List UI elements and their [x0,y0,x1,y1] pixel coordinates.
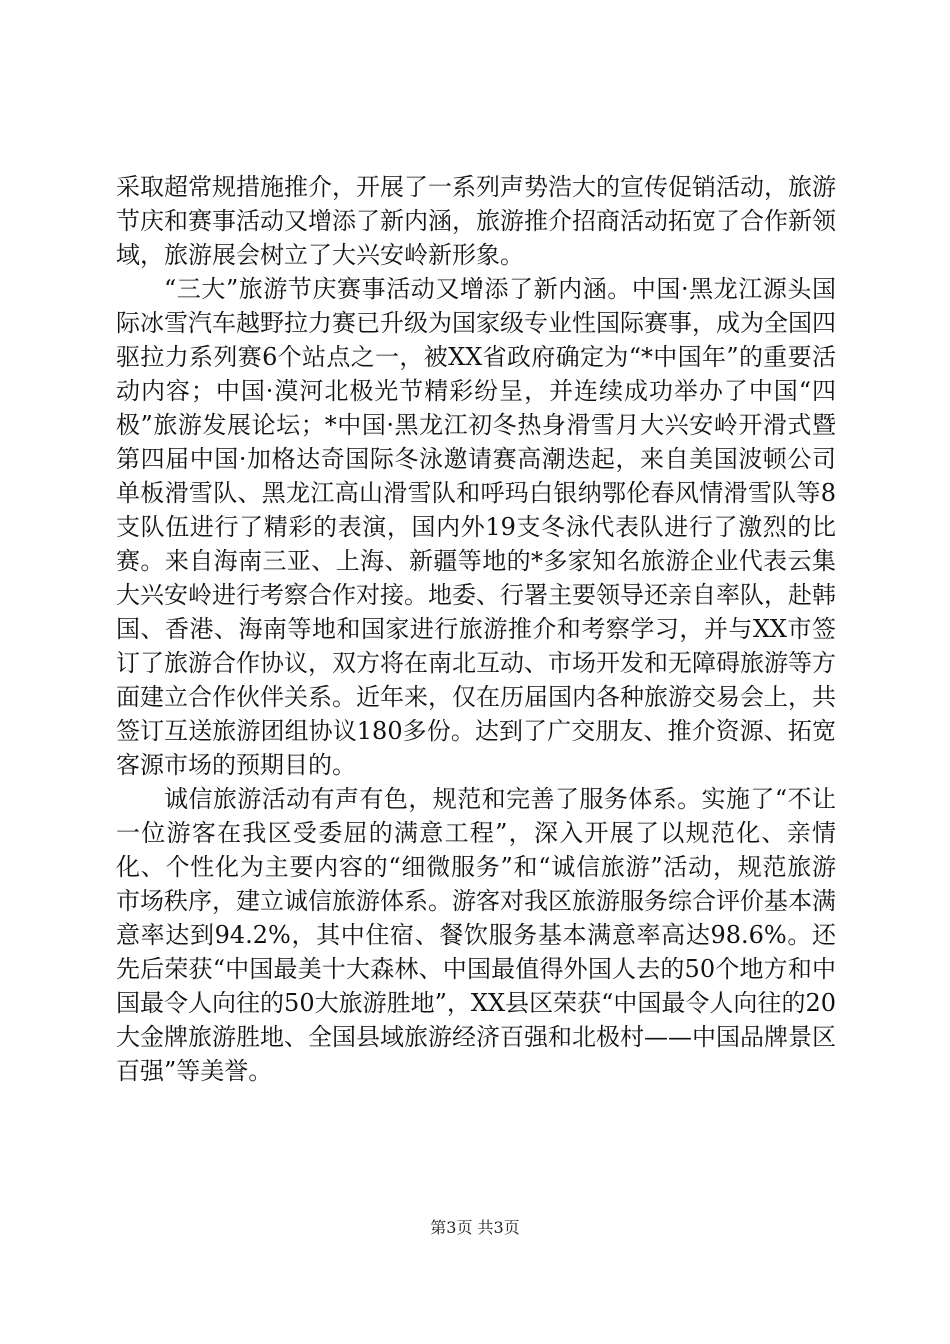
paragraph-1: 采取超常规措施推介，开展了一系列声势浩大的宣传促销活动，旅游节庆和赛事活动又增添了新内涵，旅游推介招商活动拓宽了合作新领域，旅游展会树立了大兴安岭新形象。 [116,173,836,269]
page-footer: 第3页 共3页 [430,1218,520,1237]
paragraph-2: “三大”旅游节庆赛事活动又增添了新内涵。中国·黑龙江源头国际冰雪汽车越野拉力赛已升级为国家级专业性国际赛事，成为全国四驱拉力系列赛6个站点之一，被XX省政府确定为“*中国年”的重要活动内容；中国·漠河北极光节精彩纷呈，并连续成功举办了中国“四极”旅游发展论坛；*中国·黑龙江初冬热身滑雪月大兴安岭开滑式暨第四届中国·加格达奇国际冬泳邀请赛高潮迭起，来自美国波顿公司单板滑雪队、黑龙江高山滑雪队和呼玛白银纳鄂伦春风情滑雪队等8支队伍进行了精彩的表演，国内外19支冬泳代表队进行了激烈的比赛。来自海南三亚、上海、新疆等地的*多家知名旅游企业代表云集大兴安岭进行考察合作对接。地委、行署主要领导还亲自率队，赴韩国、香港、海南等地和国家进行旅游推介和考察学习，并与XX市签订了旅游合作协议，双方将在南北互动、市场开发和无障碍旅游等方面建立合作伙伴关系。近年来，仅在历届国内各种旅游交易会上，共签订互送旅游团组协议180多份。达到了广交朋友、推介资源、拓宽客源市场的预期目的。 [116,275,836,779]
paragraph-3: 诚信旅游活动有声有色，规范和完善了服务体系。实施了“不让一位游客在我区受委屈的满意工程”，深入开展了以规范化、亲情化、个性化为主要内容的“细微服务”和“诚信旅游”活动，规范旅游市场秩序，建立诚信旅游体系。游客对我区旅游服务综合评价基本满意率达到94.2%，其中住宿、餐饮服务基本满意率高达98.6%。还先后荣获“中国最美十大森林、中国最值得外国人去的50个地方和中国最令人向往的50大旅游胜地”，XX县区荣获“中国最令人向往的20大金牌旅游胜地、全国县域旅游经济百强和北极村——中国品牌景区百强”等美誉。 [116,785,836,1085]
body-text [116,170,836,1088]
